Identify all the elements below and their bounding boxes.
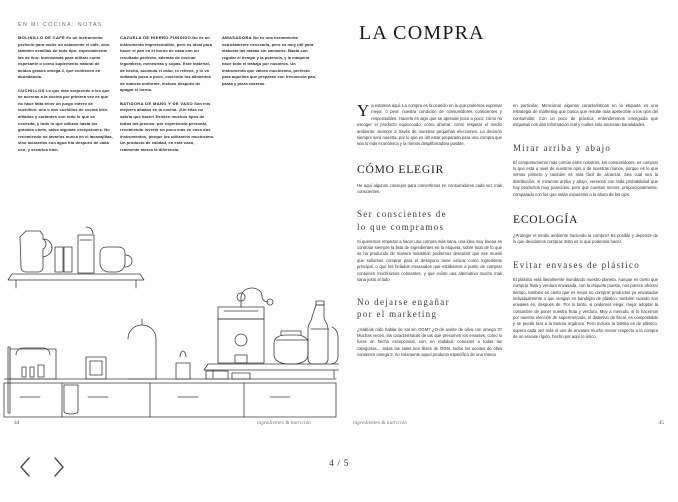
note-lead: CUCHILLOS: [18, 87, 45, 93]
heading-ecologia: ECOLOGÍA: [513, 213, 579, 226]
heading-mirar-arriba-y-abajo: Mirar arriba y abajo: [513, 142, 612, 153]
page-right: [339, 0, 678, 440]
paragraph: El comportamiento más común entre nosotros, los consumidores, es comprar lo que está a nivel de nuestros ojos o de nuestras manos, porque es lo que vemos primero y también es más fácil de alcanzar. Sea cual sea la distribución, si miramos arriba y abajo, veremos con toda probabilidad que hay productos muy parecidos, pero que cuestan menos, proporcionalmente, comparado con los que están expuestos a la altura de los ojos.: [513, 159, 658, 197]
text-column-3: [222, 35, 317, 160]
heading-como-elegir: CÓMO ELEGIR: [357, 163, 445, 176]
page-number-left: 44: [14, 420, 20, 426]
paragraph: ¿Habíais oído hablar de sal sin OGM? ¿O de aceite de oliva con omega 3? Muchas veces, las características de las que presumen los envases, como si fuera un hecho excepcional, son, en realidad, comunes a todas las categorías… todas las sales son libres de OGM, todos los aceites de oliva contienen omega 3, no solamente aquel producto específico de una marca: [357, 326, 502, 358]
running-head-right: ingredientes & nutrición: [353, 421, 408, 426]
page-title: LA COMPRA: [359, 22, 485, 44]
right-columns: [353, 103, 658, 364]
intro-text: a estamos aquí. La compra es la ocasión en la que podemos expresar mejor, o peor, nuestra condición de consumidores conscientes y responsables. Hacerla es algo que se aprende poco a poco: cómo no escoger el producto equivocado, cómo ahorrar, cómo respetar el medio ambiente, siempre a través de nuestras pequeñas elecciones. La decisión siempre será nuestra, por lo que es útil estar preparado para una compra que sea lo más económica y la menos despilfarradora posible.: [357, 103, 502, 147]
left-columns: [18, 35, 323, 160]
note-item: [120, 35, 215, 94]
heading-ser-conscientes: [357, 208, 502, 232]
note-body: Son mis mejores aliados en la cocina. ¡Sin ellas no sabría qué hacer! Existen muchos tipos de todos los precios: por experiencia personal, recomiendo invertir un poco más en esos dos instrumentos, porque los utilizaréis muchísimo. Un producto de calidad, en este caso, realmente marca la diferencia.: [120, 100, 215, 152]
note-lead: MOLINILLO DE CAFÉ: [18, 35, 66, 40]
note-body: Es un instrumento perfecto para moler no solamente el café, sino también semillas de todo tipo, especialmente las de lino: buenísimas para utilizar como espesante o como suplemento natural de ácidos grasos omega 3, que contienen en abundancia.: [18, 35, 110, 80]
heading-no-dejarse-enganar: [357, 296, 502, 320]
text-column-2: [120, 35, 215, 160]
heading-line-2: por el marketing: [357, 309, 438, 320]
running-head-left: ingredientes & nutrición: [256, 421, 311, 426]
paragraph: He aquí algunos consejos para convertirnos en consumidores cada vez más conscientes.: [357, 182, 502, 194]
note-item: [222, 35, 317, 87]
note-body: Lo que más sorprende a los que se acercan a la cocina por primera vez es que no hace falta tener un juego entero de cuchillos: uno o dos cuchillos de cocina bien afilados y cortantes son todo lo que se necesita, y todo lo que utilizan hasta los grandes chefs, salvo algunas excepciones. No recomiendo no lavarlos nunca en el lavavajillas, sino aclararlos con agua fría después de cada uso, y secarlos bien.: [18, 87, 113, 152]
page-indicator: 4 / 5: [329, 459, 349, 469]
note-lead: AMASADORA: [222, 35, 252, 40]
paragraph: El plástico está literalmente inundando nuestro planeta. Aunque es cierto que comprar fruta y verdura envasada, con la etiqueta puesta, nos parece ahorrar tiempo, también es cierto que es mejor no comprar productos ya envasados individualmente o que vengan en bandejita de plástico, también cuando son envases en, después de. Por lo tanto, si podemos elegir, mejor adoptar la costumbre de poner nuestra fruta y verdura. Muy a menudo, si lo hacemos por nuestra elección de supermercado, el distintivo de fiscal, es compostable y se puede tirar a la basura orgánica. Pero incluso la bolsita es de plástico, supera cada vez más el uso de envases mucho menor respecto a la compra de un envase rígido, hecho por aquí lo único.: [513, 276, 658, 340]
note-item: [18, 88, 113, 153]
intro-paragraph: [357, 103, 502, 148]
drop-cap: Y: [357, 101, 370, 120]
section-kicker: EN MI COCINA: NOTAS: [18, 22, 103, 28]
heading-evitar-envases-de-plastico: Evitar envases de plástico: [513, 259, 641, 270]
right-column-1: [357, 103, 502, 364]
continuation-paragraph: en particular. Mencionar algunas características en la etiqueta es una estrategia de marketing que busca que resulte más apetecible a los ojos del consumidor. Con un poco de práctica, entenderemos enseguida qué etiquetas nos dan información real y cuáles solo anuncian banalidades.: [513, 103, 658, 128]
heading-line-1: Ser conscientes de: [357, 209, 447, 220]
page-left: [0, 0, 339, 440]
heading-line-2: lo que compramos: [357, 221, 445, 232]
paragraph: Si queremos empezar a hacer una compra más sana, una idea muy buena es controlar siempre la lista de ingredientes en la etiqueta, sobre todo de lo que se ha producido de manera industrial: podremos descubrir que ese muesli que solíamos comprar para el desayuno tiene azúcar como ingrediente principal, o que los helados envasados que estábamos a punto de comprar contienen muchísimos colorantes, y que existe una alternativa mucho más sana justo al lado.: [357, 238, 502, 282]
note-item: [120, 101, 215, 153]
note-item: [18, 35, 113, 81]
viewer-controls: [0, 440, 678, 502]
text-column-1: [18, 35, 113, 160]
note-lead: BATIDORA DE MANO Y DE VASO: [120, 100, 193, 106]
kitchen-illustration: [0, 207, 339, 422]
note-body: No es un instrumento imprescindible, pero es ideal para hacer el pan en el horno de casa con un resultado perfecto, además de cocinar legumbres, menestras y sopas. Este material, de hecho, acumula el calor, lo retiene, y lo va soltando poco a poco, cociendo los alimentos de manera uniforme, incluso después de apagar el horno.: [120, 35, 213, 93]
right-column-2: [513, 103, 658, 364]
heading-line-1: No dejarse engañar: [357, 297, 450, 308]
paragraph: ¿Proteger el medio ambiente haciendo la compra? Es posible y depende de lo que decidamos comprar. Esto es lo que podemos hacer.: [513, 232, 658, 245]
note-body: No es una herramienta estrictamente necesaria, pero es muy útil para elaborar las masas sin cansarse. Basta con regular el tiempo y la potencia, y la máquina hace todo el trabajo por nosotros. Un instrumento que valoro muchísimo, perfecto para aquellos que preparan con frecuencia pan, pasta y pizza caseras.: [222, 35, 317, 86]
note-lead: CAZUELA DE HIERRO FUNDIDO: [120, 35, 192, 40]
page-number-right: 45: [658, 420, 664, 426]
